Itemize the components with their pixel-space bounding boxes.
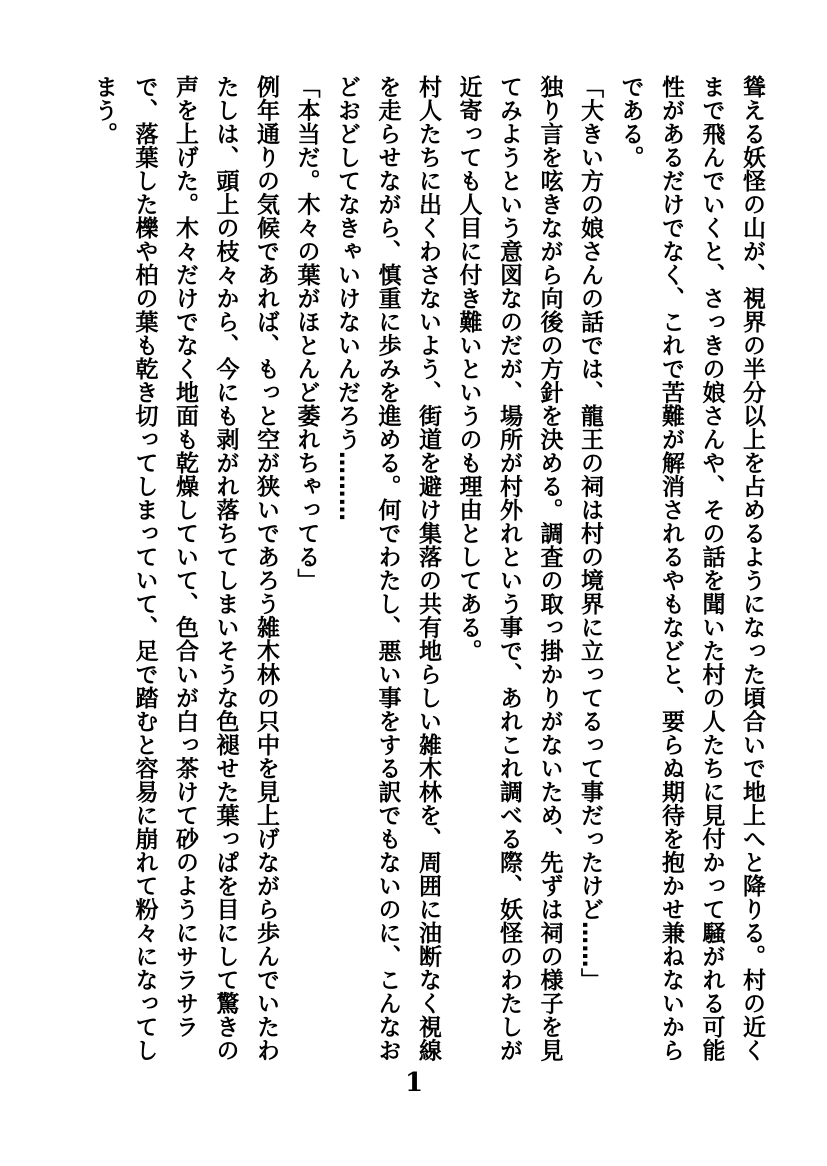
page-number: 1 [404,1068,424,1098]
paragraph: 村人たちに出くわさないよう、街道を避け集落の共有地らしい雑木林を、周囲に油断なく視線を走らせながら、慎重に歩みを進める。何でわたし、悪い事をする訳でもないのに、こんなおどおどしてなきゃいけないんだろう……… [334,75,441,1062]
paragraph: 「本当だ。木々の葉がほとんど萎れちゃってる」 [293,75,320,592]
paragraph: 「大きい方の娘さんの話では、龍王の祠は村の境界に立ってるって事だったけど……」 [577,75,603,992]
paragraph: 聳える妖怪の山が、視界の半分以上を占めるようになった頃合いで地上へと降りる。村の近くまで飛んでいくと、さっきの娘さんや、その話を聞いた村の人たちに見付かって騒がれる可能性があるだけでなく、これで苦難が解消されるやもなどと、要らぬ期待を抱かせ兼ねないからである。 [617,75,765,1062]
paragraph: 例年通りの気候であれば、もっと空が狭いであろう雑木林の只中を見上げながら歩んでいたわたしは、頭上の枝々から、今にも剥がれ落ちてしまいそうな色褪せた葉っぱを目にして驚きの声を上げた。木々だけでなく地面も乾燥していて、色合いが白っ茶けて砂のようにサラサラで、落葉した櫟や柏の葉も乾き切ってしまっていて、足で踏むと容易に崩れて粉々になってしまう。 [91,75,279,1062]
vertical-text-body [84,75,773,1075]
paragraph: 独り言を呟きながら向後の方針を決める。調査の取っ掛かりがないため、先ずは祠の様子を見てみようという意図なのだが、場所が村外れという事で、あれこれ調べる際、妖怪のわたしが近寄っても人目に付き難いというのも理由としてある。 [455,75,563,1062]
